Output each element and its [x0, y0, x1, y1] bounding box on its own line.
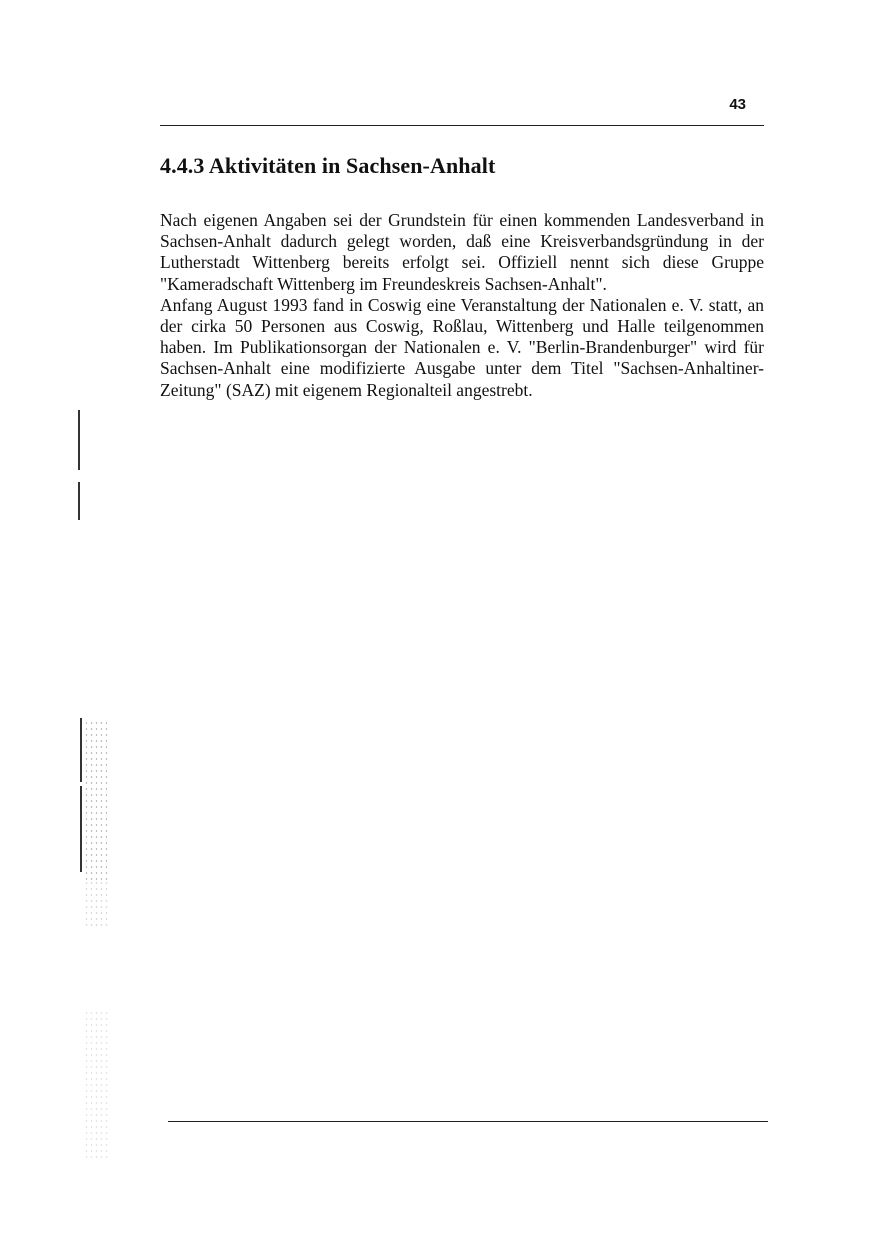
scan-artifact-mark	[80, 718, 82, 782]
paragraph-1: Nach eigenen Angaben sei der Grundstein für einen kommenden Landesverband in Sachsen-Anhalt dadurch gelegt worden, daß eine Kreisverbandsgründung in der Lutherstadt Wittenberg bereits erfolgt sei. Offiziell nennt sich diese Gruppe "Kameradschaft Wittenberg im Freundeskreis Sachsen-Anhalt".	[160, 210, 764, 294]
header-rule	[160, 125, 764, 126]
scan-artifact-speckle	[84, 1010, 110, 1160]
body-text	[160, 210, 764, 401]
scan-artifact-speckle	[84, 720, 110, 880]
paragraph-2: Anfang August 1993 fand in Coswig eine Veranstaltung der Nationalen e. V. statt, an der cirka 50 Personen aus Coswig, Roßlau, Wittenberg und Halle teilgenommen haben. Im Publikationsorgan der Nationalen e. V. "Berlin-Brandenburger" wird für Sachsen-Anhalt eine modifizierte Ausgabe unter dem Titel "Sachsen-Anhaltiner-Zeitung" (SAZ) mit eigenem Regionalteil angestrebt.	[160, 294, 764, 400]
scan-artifact-mark	[78, 482, 80, 520]
page-number: 43	[729, 96, 746, 113]
section-title: 4.4.3 Aktivitäten in Sachsen-Anhalt	[160, 153, 496, 178]
scan-artifact-mark	[78, 410, 80, 470]
footer-rule	[168, 1121, 768, 1122]
scan-artifact-mark	[80, 786, 82, 872]
scan-artifact-speckle	[84, 880, 110, 930]
